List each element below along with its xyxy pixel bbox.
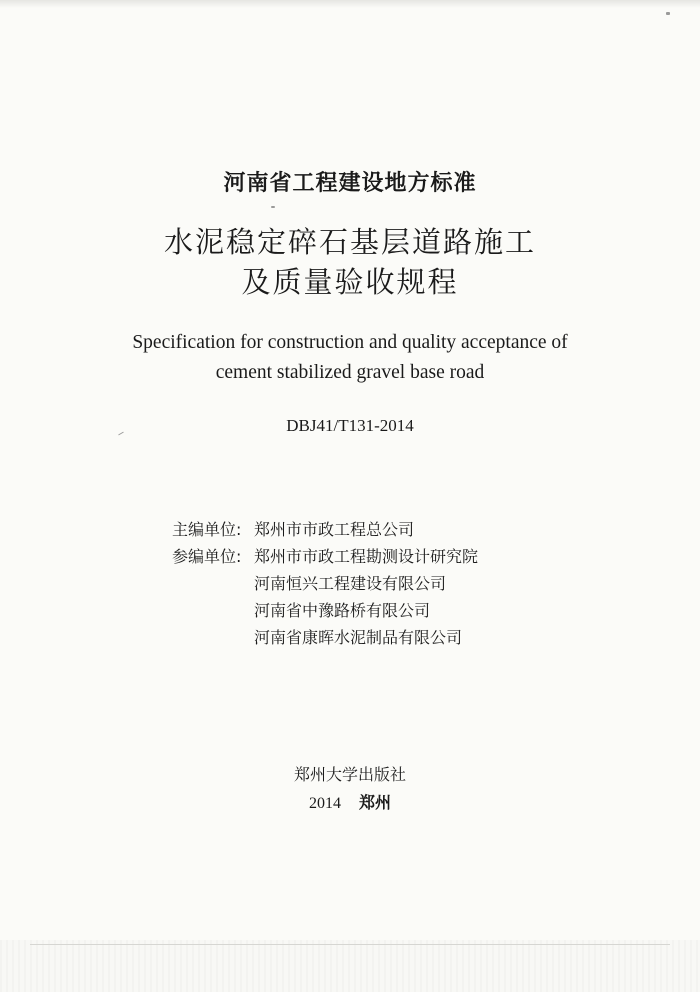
scan-edge (0, 0, 700, 8)
publication-city: 郑州 (358, 793, 391, 812)
scan-speck (271, 206, 275, 208)
chief-editor-row (172, 516, 478, 543)
participating-row (172, 570, 478, 597)
chief-editor-label: 主编单位: (172, 520, 242, 539)
english-title-line-2: cement stabilized gravel base road (215, 362, 485, 383)
organizations-block (172, 516, 478, 651)
scan-margin-band (0, 940, 700, 992)
participating-org: 河南省康晖水泥制品有限公司 (254, 628, 463, 647)
english-title-line-1: Specification for construction and quality acceptance of (132, 332, 568, 353)
participating-row (172, 624, 478, 651)
standard-code: DBJ41/T131-2014 (286, 416, 414, 435)
scan-line (30, 944, 670, 945)
chief-editor-name: 郑州市市政工程总公司 (254, 520, 415, 539)
document-title-line-1: 水泥稳定碎石基层道路施工 (163, 225, 536, 259)
publication-line (0, 790, 700, 813)
participating-org: 河南恒兴工程建设有限公司 (254, 574, 447, 593)
standard-series-heading: 河南省工程建设地方标准 (223, 171, 477, 196)
participating-row (172, 543, 478, 570)
publisher: 郑州大学出版社 (293, 765, 406, 784)
scan-speck (666, 12, 670, 15)
document-title-line-2: 及质量验收规程 (241, 265, 459, 299)
participating-label: 参编单位: (172, 547, 242, 566)
participating-org: 郑州市市政工程勘测设计研究院 (254, 547, 479, 566)
participating-org: 河南省中豫路桥有限公司 (254, 601, 431, 620)
participating-row (172, 597, 478, 624)
publication-year: 2014 (308, 795, 341, 812)
